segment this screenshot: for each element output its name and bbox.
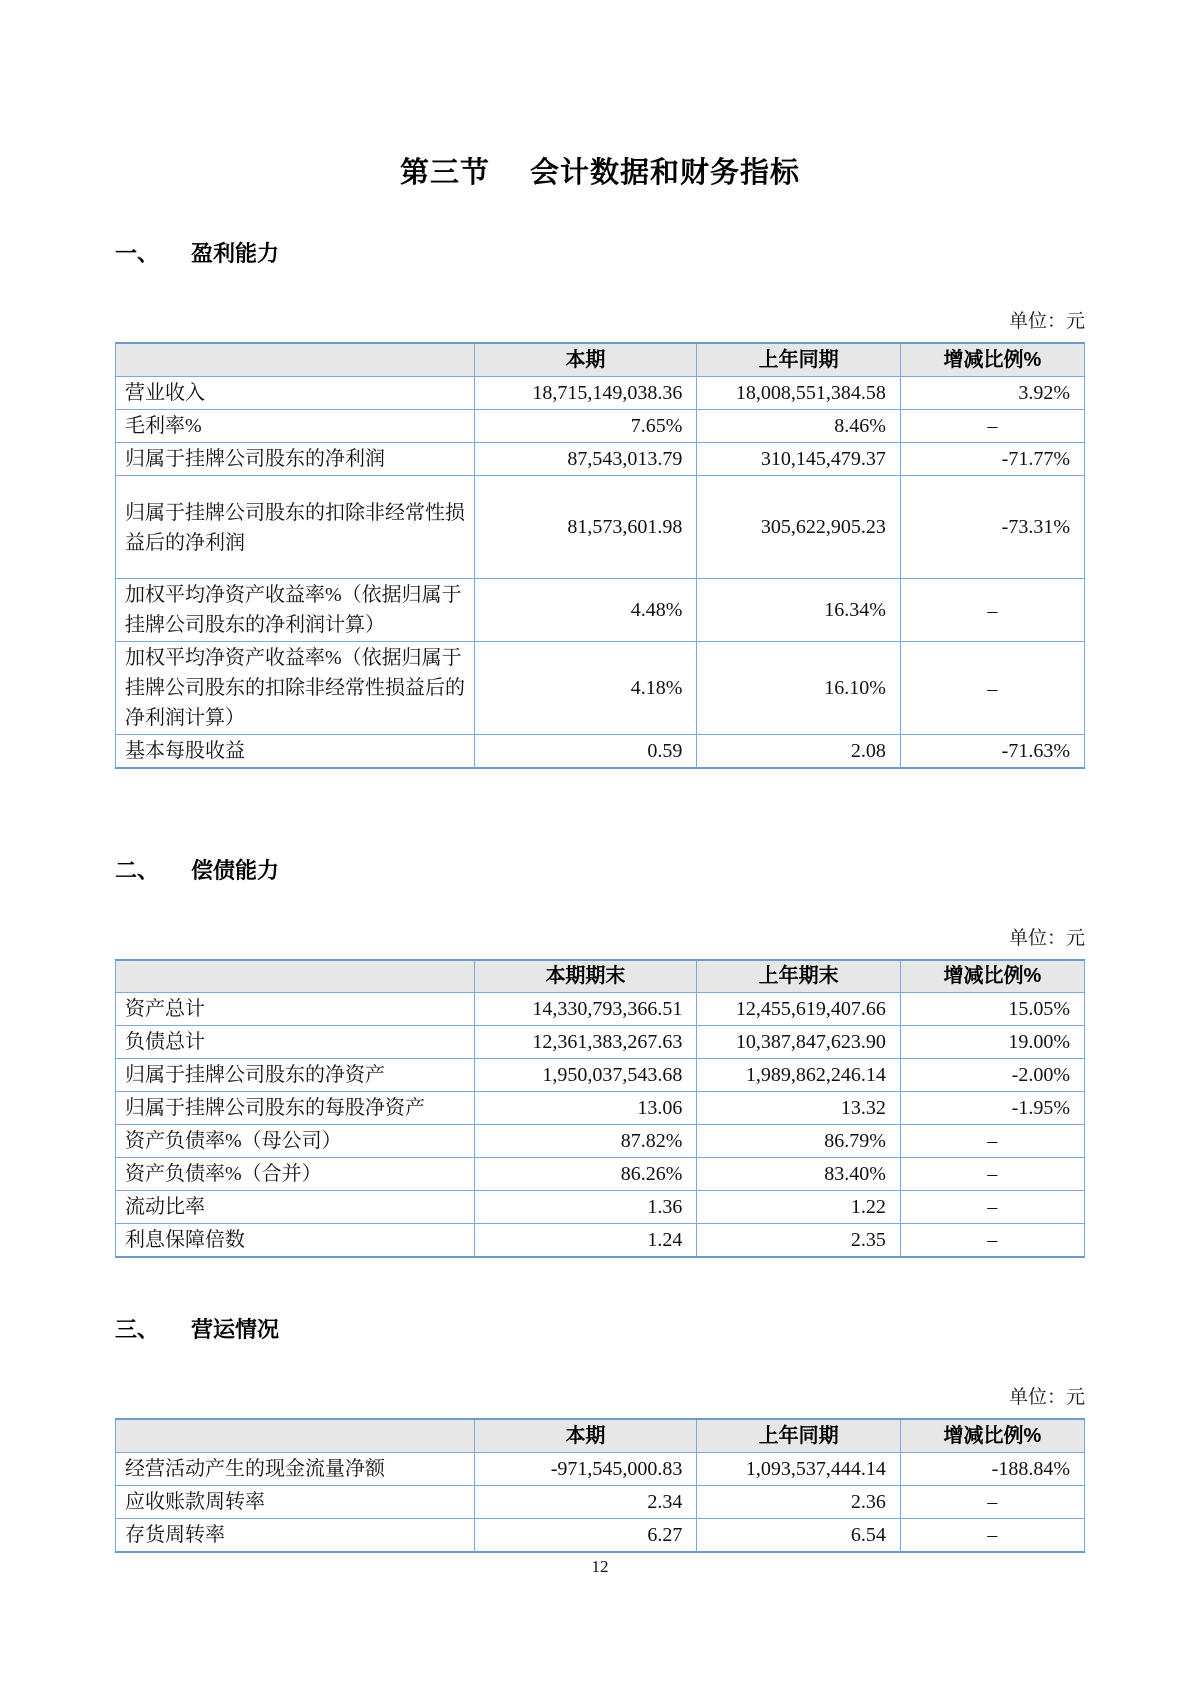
document-title: [115, 0, 1085, 191]
row-label: 流动比率: [116, 1191, 475, 1224]
table-row: [116, 475, 1085, 578]
column-header-blank: [116, 343, 475, 376]
row-prior-value: 16.34%: [697, 578, 900, 641]
row-prior-value: 1,989,862,246.14: [697, 1059, 900, 1092]
row-label: 基本每股收益: [116, 734, 475, 768]
column-header-blank: [116, 960, 475, 993]
column-header: 上年同期: [697, 1419, 900, 1452]
table-row: [116, 641, 1085, 734]
row-change-value: -73.31%: [900, 475, 1084, 578]
row-change-value: –: [900, 1485, 1084, 1518]
section-title: 营运情况: [191, 1317, 280, 1342]
row-change-value: -188.84%: [900, 1452, 1084, 1485]
row-label: 经营活动产生的现金流量净额: [116, 1452, 475, 1485]
row-prior-value: 12,455,619,407.66: [697, 993, 900, 1026]
row-label: 负债总计: [116, 1026, 475, 1059]
document-title-text: 会计数据和财务指标: [530, 157, 801, 189]
row-current-value: 1,950,037,543.68: [474, 1059, 697, 1092]
section-number: 三、: [115, 1317, 160, 1342]
row-change-value: -1.95%: [900, 1092, 1084, 1125]
solvency-table: [115, 959, 1085, 1259]
section-heading-profitability: [115, 237, 1085, 268]
row-label: 存货周转率: [116, 1518, 475, 1552]
table-row: [116, 1125, 1085, 1158]
column-header: 增减比例%: [900, 1419, 1084, 1452]
row-change-value: –: [900, 1518, 1084, 1552]
column-header: 本期期末: [474, 960, 697, 993]
table-row: [116, 1158, 1085, 1191]
section-number: 一、: [115, 241, 160, 266]
row-label: 应收账款周转率: [116, 1485, 475, 1518]
row-current-value: 18,715,149,038.36: [474, 376, 697, 409]
row-prior-value: 83.40%: [697, 1158, 900, 1191]
table-row: [116, 993, 1085, 1026]
row-change-value: –: [900, 1224, 1084, 1258]
row-prior-value: 86.79%: [697, 1125, 900, 1158]
row-current-value: 13.06: [474, 1092, 697, 1125]
row-current-value: 87,543,013.79: [474, 442, 697, 475]
row-label: 加权平均净资产收益率%（依据归属于挂牌公司股东的扣除非经常性损益后的净利润计算）: [116, 641, 475, 734]
table-header-row: [116, 1419, 1085, 1452]
row-label: 资产负债率%（母公司）: [116, 1125, 475, 1158]
row-prior-value: 8.46%: [697, 409, 900, 442]
table-row: [116, 409, 1085, 442]
row-current-value: 4.48%: [474, 578, 697, 641]
row-label: 利息保障倍数: [116, 1224, 475, 1258]
table-row: [116, 578, 1085, 641]
table-row: [116, 1059, 1085, 1092]
row-label: 归属于挂牌公司股东的净资产: [116, 1059, 475, 1092]
section-heading-solvency: [115, 854, 1085, 885]
unit-label: 单位：元: [1008, 927, 1085, 949]
row-prior-value: 1,093,537,444.14: [697, 1452, 900, 1485]
row-prior-value: 2.35: [697, 1224, 900, 1258]
column-header: 增减比例%: [900, 960, 1084, 993]
row-change-value: –: [900, 1158, 1084, 1191]
section-number: 二、: [115, 857, 160, 883]
table-header-row: [116, 960, 1085, 993]
table-row: [116, 1191, 1085, 1224]
row-prior-value: 2.36: [697, 1485, 900, 1518]
table-row: [116, 376, 1085, 409]
row-label: 归属于挂牌公司股东的每股净资产: [116, 1092, 475, 1125]
row-change-value: –: [900, 641, 1084, 734]
table-row: [116, 1092, 1085, 1125]
table-row: [116, 1026, 1085, 1059]
section-title: 偿债能力: [191, 857, 280, 883]
row-current-value: -971,545,000.83: [474, 1452, 697, 1485]
row-change-value: –: [900, 1191, 1084, 1224]
column-header-blank: [116, 1419, 475, 1452]
row-label: 营业收入: [116, 376, 475, 409]
row-current-value: 4.18%: [474, 641, 697, 734]
table-row: [116, 734, 1085, 768]
row-change-value: 19.00%: [900, 1026, 1084, 1059]
row-label: 归属于挂牌公司股东的扣除非经常性损益后的净利润: [116, 475, 475, 578]
row-change-value: –: [900, 409, 1084, 442]
row-current-value: 81,573,601.98: [474, 475, 697, 578]
column-header: 本期: [474, 343, 697, 376]
row-label: 归属于挂牌公司股东的净利润: [116, 442, 475, 475]
row-prior-value: 1.22: [697, 1191, 900, 1224]
row-prior-value: 2.08: [697, 734, 900, 768]
row-change-value: –: [900, 1125, 1084, 1158]
row-current-value: 0.59: [474, 734, 697, 768]
section-title: 盈利能力: [191, 241, 280, 266]
row-prior-value: 310,145,479.37: [697, 442, 900, 475]
row-label: 加权平均净资产收益率%（依据归属于挂牌公司股东的净利润计算）: [116, 578, 475, 641]
table-row: [116, 442, 1085, 475]
row-change-value: -2.00%: [900, 1059, 1084, 1092]
row-label: 资产负债率%（合并）: [116, 1158, 475, 1191]
row-prior-value: 16.10%: [697, 641, 900, 734]
row-prior-value: 13.32: [697, 1092, 900, 1125]
column-header: 上年同期: [697, 343, 900, 376]
unit-label: 单位：元: [1008, 311, 1085, 332]
row-current-value: 2.34: [474, 1485, 697, 1518]
row-label: 毛利率%: [116, 409, 475, 442]
row-prior-value: 18,008,551,384.58: [697, 376, 900, 409]
table-row: [116, 1518, 1085, 1552]
row-current-value: 87.82%: [474, 1125, 697, 1158]
table-header-row: [116, 343, 1085, 376]
operations-table: [115, 1418, 1085, 1553]
profitability-table: [115, 342, 1085, 769]
row-change-value: 3.92%: [900, 376, 1084, 409]
row-change-value: -71.63%: [900, 734, 1084, 768]
row-current-value: 86.26%: [474, 1158, 697, 1191]
row-change-value: 15.05%: [900, 993, 1084, 1026]
table-row: [116, 1485, 1085, 1518]
row-change-value: -71.77%: [900, 442, 1084, 475]
row-current-value: 12,361,383,267.63: [474, 1026, 697, 1059]
table-row: [116, 1224, 1085, 1258]
column-header: 增减比例%: [900, 343, 1084, 376]
page-number: 12: [591, 1557, 609, 1576]
row-label: 资产总计: [116, 993, 475, 1026]
row-current-value: 14,330,793,366.51: [474, 993, 697, 1026]
row-current-value: 1.24: [474, 1224, 697, 1258]
row-prior-value: 305,622,905.23: [697, 475, 900, 578]
column-header: 上年期末: [697, 960, 900, 993]
row-current-value: 6.27: [474, 1518, 697, 1552]
document-title-section-number: 第三节: [399, 157, 490, 189]
section-heading-operations: [115, 1313, 1085, 1344]
row-prior-value: 6.54: [697, 1518, 900, 1552]
unit-label: 单位：元: [1008, 1387, 1085, 1408]
table-row: [116, 1452, 1085, 1485]
row-change-value: –: [900, 578, 1084, 641]
row-prior-value: 10,387,847,623.90: [697, 1026, 900, 1059]
row-current-value: 7.65%: [474, 409, 697, 442]
row-current-value: 1.36: [474, 1191, 697, 1224]
column-header: 本期: [474, 1419, 697, 1452]
